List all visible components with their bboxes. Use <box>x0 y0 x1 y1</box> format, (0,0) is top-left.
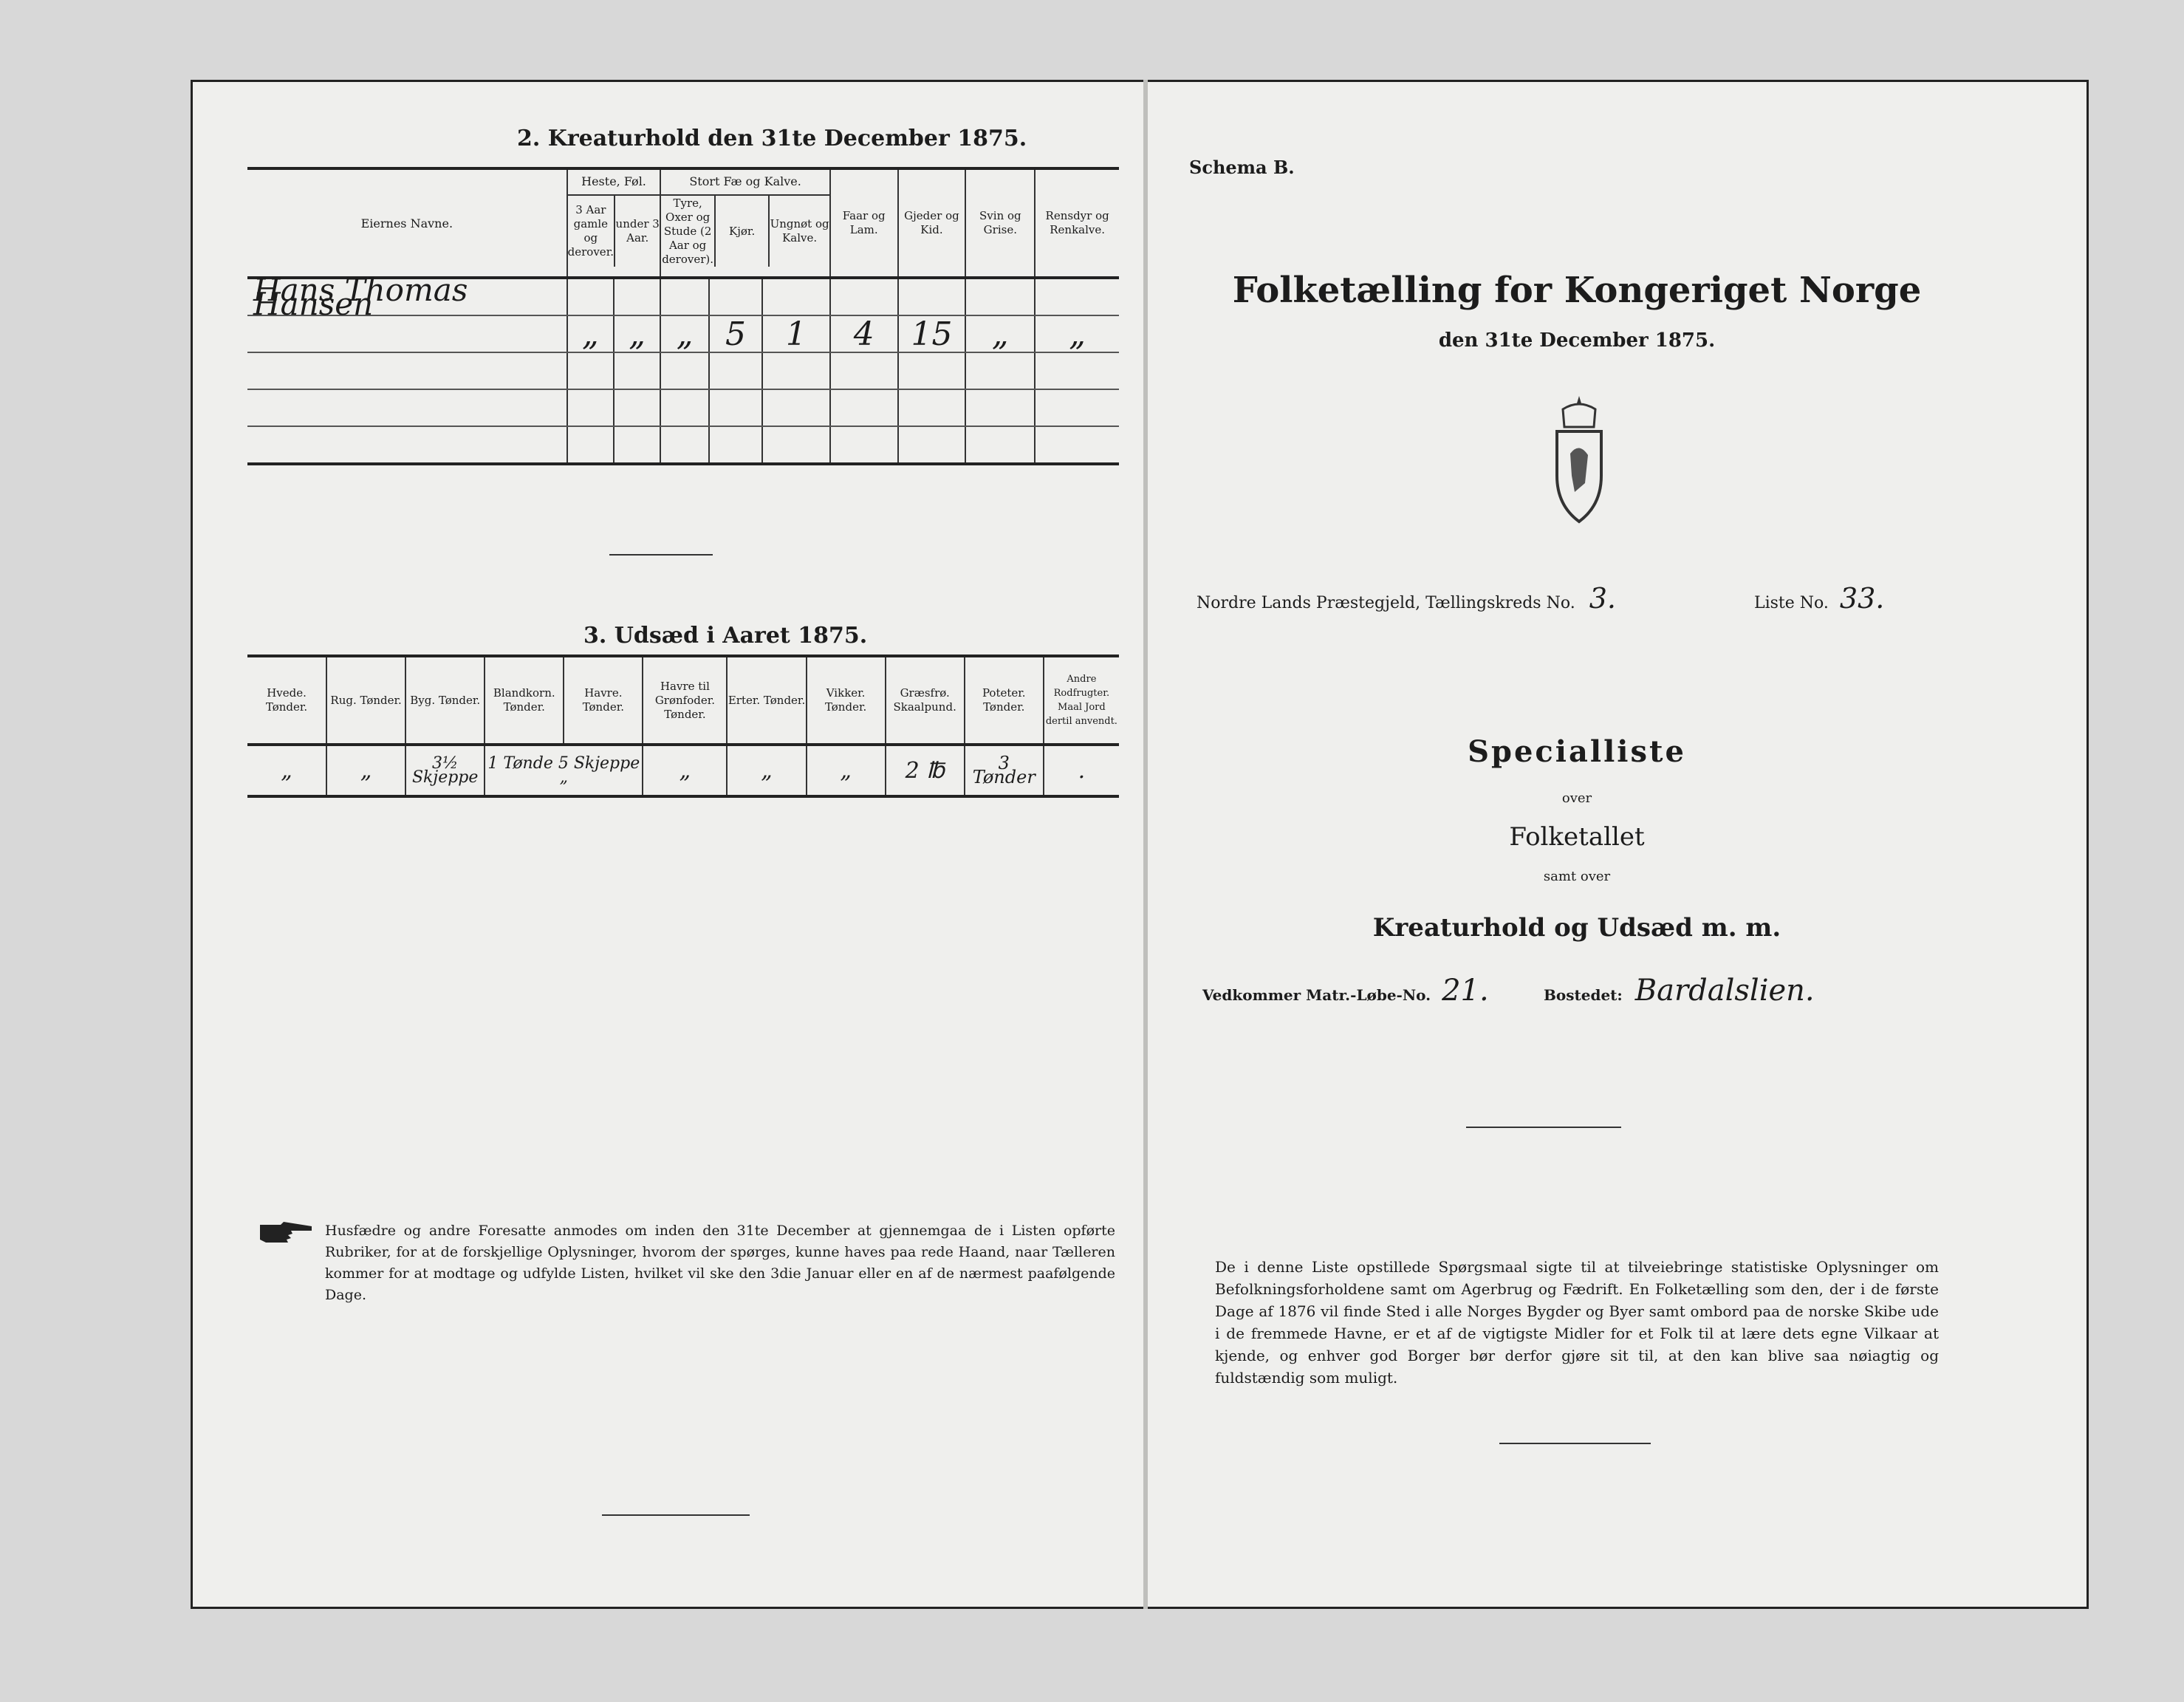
horses-group-header <box>567 168 661 278</box>
specialliste-heading: Specialliste <box>1468 734 1686 769</box>
col-mixed-grain: Blandkorn. Tønder. <box>485 656 564 745</box>
owner-header: Eiernes Navne. <box>247 168 567 278</box>
col-barley: Byg. Tønder. <box>405 656 485 745</box>
samt-over-text: samt over <box>1543 869 1611 884</box>
horses-group-label: Heste, Føl. <box>568 174 660 196</box>
livestock-value: 5 <box>709 315 762 352</box>
livestock-value: „ <box>1035 315 1119 352</box>
seed-table <box>247 655 1119 798</box>
col-other-roots: Andre Rodfrugter. Maal Jord dertil anvendt. <box>1044 656 1119 745</box>
right-closing-rule <box>1499 1443 1651 1444</box>
kreaturhold-heading: Kreaturhold og Udsæd m. m. <box>1372 913 1781 943</box>
folketallet-heading: Folketallet <box>1509 822 1645 852</box>
section-divider <box>609 554 713 556</box>
parish-label: Nordre Lands Præstegjeld, Tællingskreds No. <box>1197 594 1575 612</box>
col-horses-3plus: 3 Aar gamle og derover. <box>568 196 615 267</box>
col-reindeer: Rensdyr og Renkalve. <box>1035 168 1119 278</box>
col-potatoes: Poteter. Tønder. <box>965 656 1044 745</box>
col-rye: Rug. Tønder. <box>326 656 405 745</box>
left-closing-rule <box>602 1514 750 1516</box>
seed-value: „ <box>326 745 405 796</box>
livestock-value: „ <box>965 315 1035 352</box>
cattle-group-label: Stort Fæ og Kalve. <box>661 174 829 196</box>
list-number: 33. <box>1839 582 1885 615</box>
seed-value: 3½ Skjeppe <box>405 745 485 796</box>
bosted-line <box>1544 974 1815 1008</box>
matr-label: Vedkommer Matr.-Løbe-No. <box>1202 986 1431 1004</box>
col-cows: Kjør. <box>716 196 770 267</box>
seed-title: 3. Udsæd i Aaret 1875. <box>583 623 868 649</box>
page-fold <box>1143 80 1148 1609</box>
bosted-value: Bardalslien. <box>1634 974 1815 1008</box>
district-number: 3. <box>1589 582 1616 615</box>
pointing-hand-icon <box>259 1219 318 1245</box>
livestock-value: „ <box>614 315 660 352</box>
livestock-title: 2. Kreaturhold den 31te December 1875. <box>517 126 1027 151</box>
col-sheep: Faar og Lam. <box>830 168 898 278</box>
col-horses-under3: under 3 Aar. <box>615 217 660 245</box>
parish-line <box>1197 582 1616 615</box>
bosted-label: Bostedet: <box>1544 986 1623 1004</box>
col-green-fodder-oats: Havre til Grønfoder. Tønder. <box>643 656 727 745</box>
matr-number: 21. <box>1442 974 1489 1008</box>
col-goats: Gjeder og Kid. <box>898 168 966 278</box>
seed-value: „ <box>643 745 727 796</box>
owner-name: Hans Thomas Hansen <box>247 278 567 315</box>
census-date: den 31te December 1875. <box>1438 329 1716 352</box>
col-wheat: Hvede. Tønder. <box>247 656 326 745</box>
livestock-value: 1 <box>762 315 830 352</box>
census-title: Folketælling for Kongeriget Norge <box>1232 270 1922 311</box>
col-peas: Erter. Tønder. <box>727 656 806 745</box>
col-grass-seed: Græsfrø. Skaalpund. <box>886 656 965 745</box>
col-pigs: Svin og Grise. <box>965 168 1035 278</box>
col-vetch: Vikker. Tønder. <box>807 656 886 745</box>
list-number-line <box>1754 582 1884 615</box>
seed-value: „ <box>807 745 886 796</box>
livestock-value: 4 <box>830 315 898 352</box>
livestock-value: „ <box>567 315 614 352</box>
livestock-value: „ <box>660 315 709 352</box>
seed-value: 2 ℔ <box>886 745 965 796</box>
col-young-cattle: Ungnøt og Kalve. <box>770 217 829 245</box>
seed-oats-value <box>591 774 592 775</box>
norwegian-coat-of-arms-icon <box>1542 394 1616 535</box>
livestock-value: 15 <box>898 315 966 352</box>
seed-value: „ <box>727 745 806 796</box>
cattle-group-header <box>660 168 829 278</box>
census-footnote: De i denne Liste opstillede Spørgsmaal sigte til at tilveiebringe statistiske Oplysninger om Befolkningsforholdene samt om Agerbrug og Fædrift. En Folketælling som den, der i de første Dage af 1876 vil finde Sted i alle Norges Bygder og Byer samt ombord paa de norske Skibe ude i de fremmede Havne, er et af de vigtigste Midler for et Folk til at lære dets egne Vilkaar at kjende, og enhver god Borger bør derfor gjøre sit til, at den kan blive saa nøiagtig og fuldstændig som muligt. <box>1215 1258 1939 1387</box>
col-oats: Havre. Tønder. <box>564 656 643 745</box>
livestock-table <box>247 167 1119 465</box>
seed-value: „ <box>247 745 326 796</box>
over-text: over <box>1561 790 1592 806</box>
seed-value: 1 Tønde 5 Skjeppe „ <box>485 745 643 796</box>
right-middle-rule <box>1466 1127 1621 1128</box>
schema-label: Schema B. <box>1189 157 1295 178</box>
matr-line <box>1202 974 1489 1008</box>
list-label: Liste No. <box>1754 594 1829 612</box>
seed-value: . <box>1044 745 1119 796</box>
seed-value: 3 Tønder <box>965 745 1044 796</box>
instruction-notice: Husfædre og andre Foresatte anmodes om inden den 31te December at gjennemgaa de i Listen opførte Rubriker, for at de forskjellige Oplysninger, hvorom der spørges, kunne haves paa rede Haand, naar Tælleren kommer for at modtage og udfylde Listen, hvilket vil ske den 3die Januar eller en af de nærmest paafølgende Dage. <box>325 1223 1115 1303</box>
col-bulls: Tyre, Oxer og Stude (2 Aar og derover). <box>661 196 716 267</box>
